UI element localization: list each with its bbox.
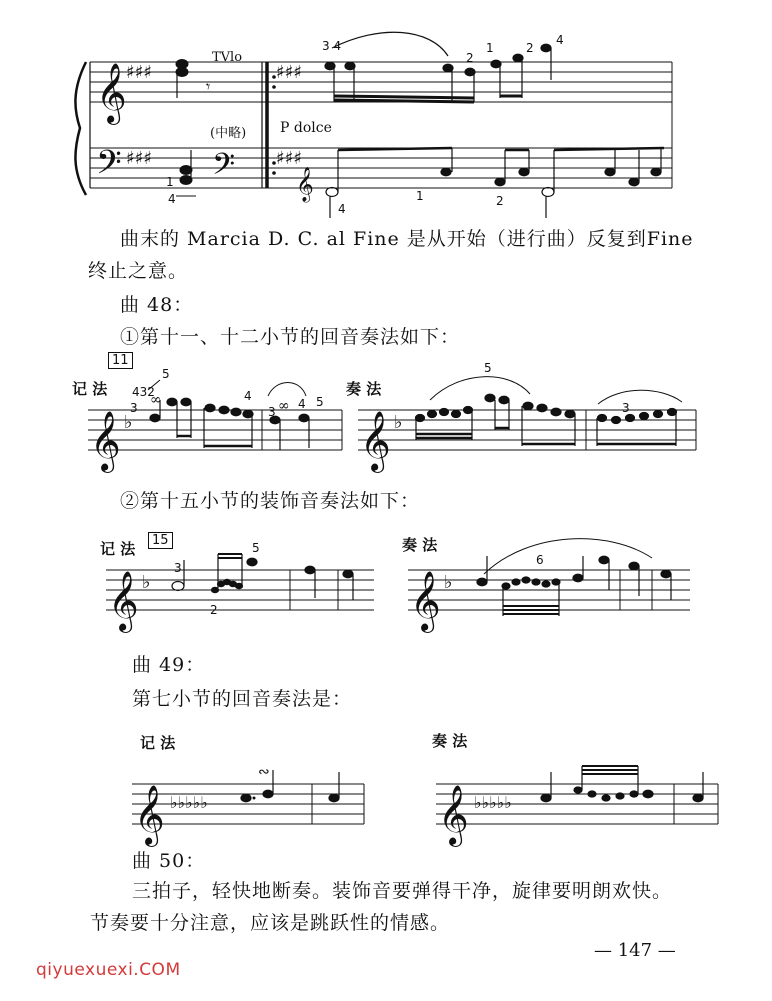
page-number: — 147 — xyxy=(594,940,676,961)
svg-text:♯♯♯: ♯♯♯ xyxy=(126,62,153,83)
bass-clef-icon-2: 𝄢 xyxy=(212,148,236,189)
svg-text:𝄞: 𝄞 xyxy=(438,785,469,845)
svg-text:♭: ♭ xyxy=(444,572,453,593)
svg-text:♯♯♯: ♯♯♯ xyxy=(126,148,153,169)
svg-text:5: 5 xyxy=(252,541,260,555)
svg-text:6: 6 xyxy=(536,553,544,567)
svg-text:♭: ♭ xyxy=(142,572,151,593)
fingering-bottom-4: 1 xyxy=(416,189,424,203)
svg-text:𝄞: 𝄞 xyxy=(360,411,391,471)
fingering-top-1: 3 4 xyxy=(322,39,342,53)
grand-staff-example xyxy=(0,0,772,230)
treble-clef-icon: 𝄞 xyxy=(96,63,127,123)
qu49-title: 曲 49： xyxy=(132,654,206,676)
upper-marking: TVlo xyxy=(212,50,243,65)
qu50-line-2: 节奏要十分注意，应该是跳跃性的情感。 xyxy=(90,912,451,934)
svg-text:∾: ∾ xyxy=(258,764,270,780)
svg-text:𝄞: 𝄞 xyxy=(134,785,165,845)
svg-text:♭♭♭♭♭: ♭♭♭♭♭ xyxy=(170,793,208,812)
measure-number-15: 15 xyxy=(148,532,173,549)
svg-text:𝄞: 𝄞 xyxy=(410,571,441,631)
fingering-bottom-5: 2 xyxy=(496,194,504,208)
svg-text:𝄞: 𝄞 xyxy=(108,571,139,631)
watermark: qiyuexuexi.COM xyxy=(36,960,181,980)
example-49-score xyxy=(0,750,772,850)
fingering-bottom-2: 4 xyxy=(168,192,176,206)
svg-text:∞: ∞ xyxy=(150,392,162,408)
bass-clef-icon: 𝄢 xyxy=(96,144,122,190)
svg-text:5: 5 xyxy=(162,367,170,381)
fingering-top-4: 2 xyxy=(526,41,534,55)
svg-text:5: 5 xyxy=(484,361,492,375)
svg-text:♭♭♭♭♭: ♭♭♭♭♭ xyxy=(474,793,512,812)
qu48-item-1: ①第十一、十二小节的回音奏法如下： xyxy=(120,326,461,348)
fingering-top-3: 1 xyxy=(486,41,494,55)
svg-text:3: 3 xyxy=(622,401,630,415)
marcia-line-1: 曲末的 Marcia D. C. al Fine 是从开始（进行曲）反复到Fine xyxy=(120,228,694,250)
svg-text:3: 3 xyxy=(174,561,182,575)
svg-text:♯♯♯: ♯♯♯ xyxy=(276,148,303,169)
qu48-item-2: ②第十五小节的装饰音奏法如下： xyxy=(120,490,421,512)
qu48-title: 曲 48： xyxy=(120,294,194,316)
notation-label-48b: 记 法 xyxy=(100,540,136,558)
performance-label-48b: 奏 法 xyxy=(402,536,438,554)
fingering-top-5: 4 xyxy=(556,33,564,47)
svg-text:∞: ∞ xyxy=(278,398,290,414)
svg-text:3: 3 xyxy=(268,405,276,419)
lower-marking-right: P dolce xyxy=(280,120,332,136)
marcia-line-2: 终止之意。 xyxy=(88,260,189,282)
svg-text:432: 432 xyxy=(132,385,155,399)
svg-text:♭: ♭ xyxy=(124,412,133,433)
qu49-desc: 第七小节的回音奏法是： xyxy=(132,688,353,710)
qu50-title: 曲 50： xyxy=(132,850,206,872)
svg-text:4: 4 xyxy=(298,397,306,411)
notation-label-48a: 记 法 xyxy=(72,380,108,398)
bass-staff xyxy=(90,148,672,188)
svg-text:♯♯♯: ♯♯♯ xyxy=(276,62,303,83)
svg-text:𝄞: 𝄞 xyxy=(90,411,121,471)
qu50-line-1: 三拍子，轻快地断奏。装饰音要弹得干净，旋律要明朗欢快。 xyxy=(132,880,673,902)
treble-clef-icon-2: 𝄞 xyxy=(296,167,314,202)
svg-text:𝄾: 𝄾 xyxy=(206,77,211,96)
lower-marking-left: (中略) xyxy=(210,126,247,141)
fingering-top-2: 2 xyxy=(466,51,474,65)
performance-label-49: 奏 法 xyxy=(432,732,468,750)
svg-text:3: 3 xyxy=(130,401,138,415)
brace xyxy=(75,62,86,195)
example-48a-score xyxy=(0,350,772,470)
svg-text:2: 2 xyxy=(210,603,218,617)
svg-text:4: 4 xyxy=(244,389,252,403)
fingering-bottom-1: 1 xyxy=(166,175,174,189)
notation-label-49: 记 法 xyxy=(140,734,176,752)
upper-run xyxy=(325,44,551,102)
svg-text:5: 5 xyxy=(316,395,324,409)
performance-label-48a: 奏 法 xyxy=(346,380,382,398)
measure-number-11: 11 xyxy=(108,352,133,369)
svg-text:♭: ♭ xyxy=(394,412,403,433)
fingering-bottom-3: 4 xyxy=(338,202,346,216)
example-48b-score xyxy=(0,530,772,640)
